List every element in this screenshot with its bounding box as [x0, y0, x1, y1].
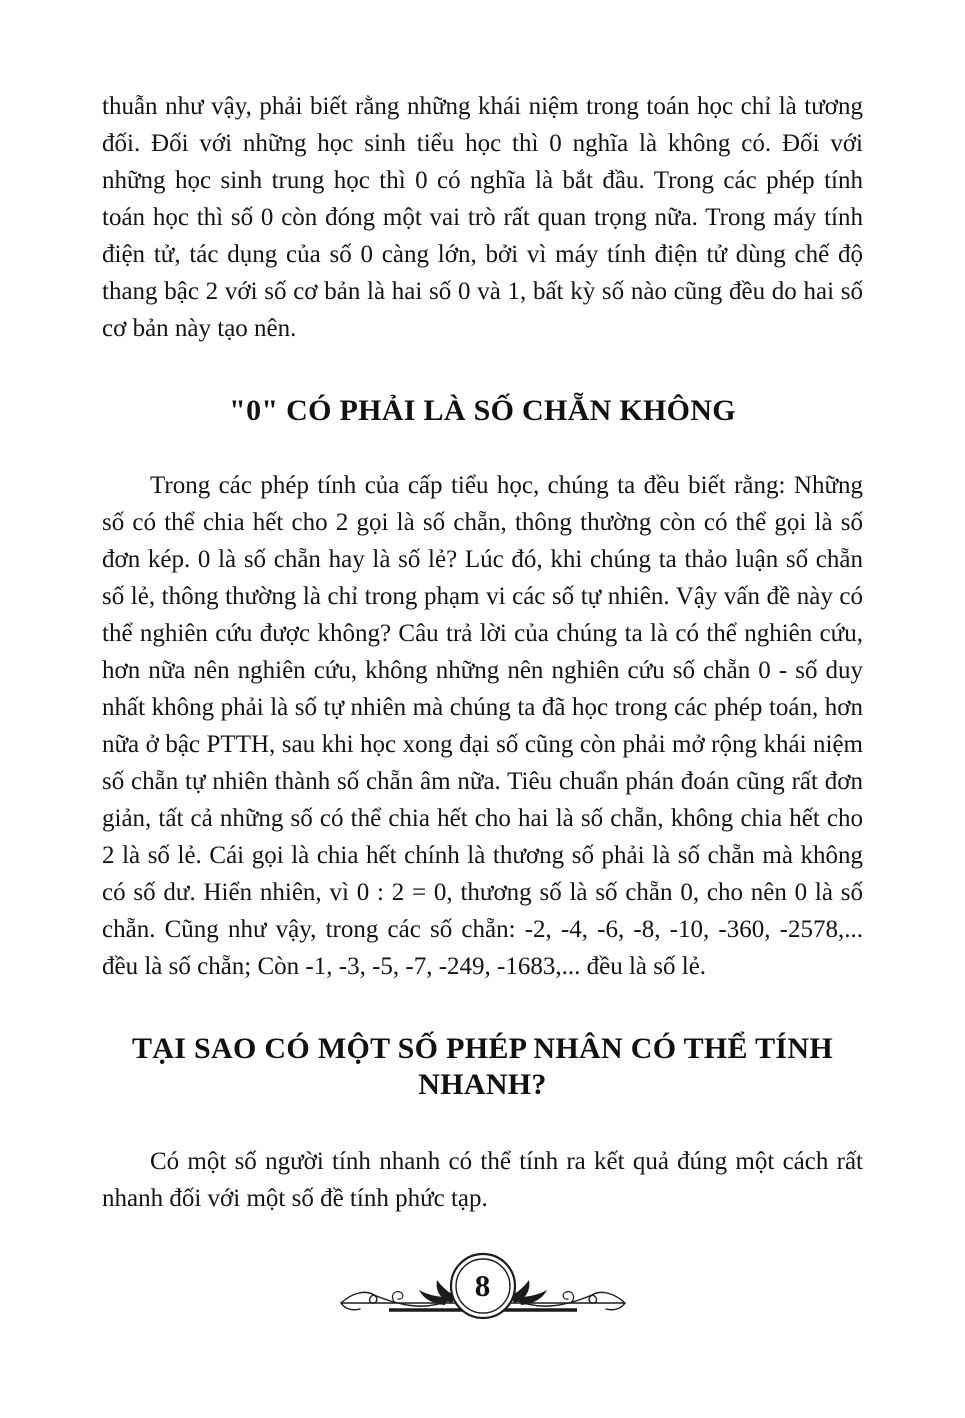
body-paragraph-continuation: thuẫn như vậy, phải biết rằng những khái niệm trong toán học chỉ là tương đối. Đối với những học sinh tiểu học thì 0 nghĩa là không có. Đối với những học sinh trung học thì 0 có nghĩa là bắt đầu. Trong các phép tính toán học thì số 0 còn đóng một vai trò rất quan trọng nữa. Trong máy tính điện tử, tác dụng của số 0 càng lớn, bởi vì máy tính điện tử dùng chế độ thang bậc 2 với số cơ bản là hai số 0 và 1, bất kỳ số nào cũng đều do hai số cơ bản này tạo nên. — [102, 93, 863, 342]
body-paragraph-fast-multiplication: Có một số người tính nhanh có thể tính ra kết quả đúng một cách rất nhanh đối với một số đề tính phức tạp. — [102, 1148, 863, 1212]
page-footer-ornament — [333, 1239, 633, 1341]
page-number: 8 — [474, 1268, 491, 1303]
body-paragraph-zero-even: Trong các phép tính của cấp tiểu học, chúng ta đều biết rằng: Những số có thể chia hết cho 2 gọi là số chẵn, thông thường còn có thể gọi là số đơn kép. 0 là số chẵn hay là số lẻ? Lúc đó, khi chúng ta thảo luận số chẵn số lẻ, thông thường là chỉ trong phạm vi các số tự nhiên. Vậy vấn đề này có thể nghiên cứu được không? Câu trả lời của chúng ta là có thể nghiên cứu, hơn nữa nên nghiên cứu, không những nên nghiên cứu số chẵn 0 - số duy nhất không phải là số tự nhiên mà chúng ta đã học trong các phép toán, hơn nữa ở bậc PTTH, sau khi học xong đại số cũng còn phải mở rộng khái niệm số chẵn tự nhiên thành số chẵn âm nữa. Tiêu chuẩn phán đoán cũng rất đơn giản, tất cả những số có thể chia hết cho hai là số chẵn, không chia hết cho 2 là số lẻ. Cái gọi là chia hết chính là thương số phải là số chẵn mà không có số dư. Hiển nhiên, vì 0 : 2 = 0, thương số là số chẵn 0, cho nên 0 là số chẵn. Cũng như vậy, trong các số chẵn: -2, -4, -6, -8, -10, -360, -2578,... đều là số chẵn; Còn -1, -3, -5, -7, -249, -1683,... đều là số lẻ. — [102, 472, 863, 980]
section-heading-fast-multiplication: TẠI SAO CÓ MỘT SỐ PHÉP NHÂN CÓ THỂ TÍNH NHANH? — [132, 1032, 833, 1101]
section-heading-zero-even: "0" CÓ PHẢI LÀ SỐ CHẴN KHÔNG — [229, 394, 736, 427]
